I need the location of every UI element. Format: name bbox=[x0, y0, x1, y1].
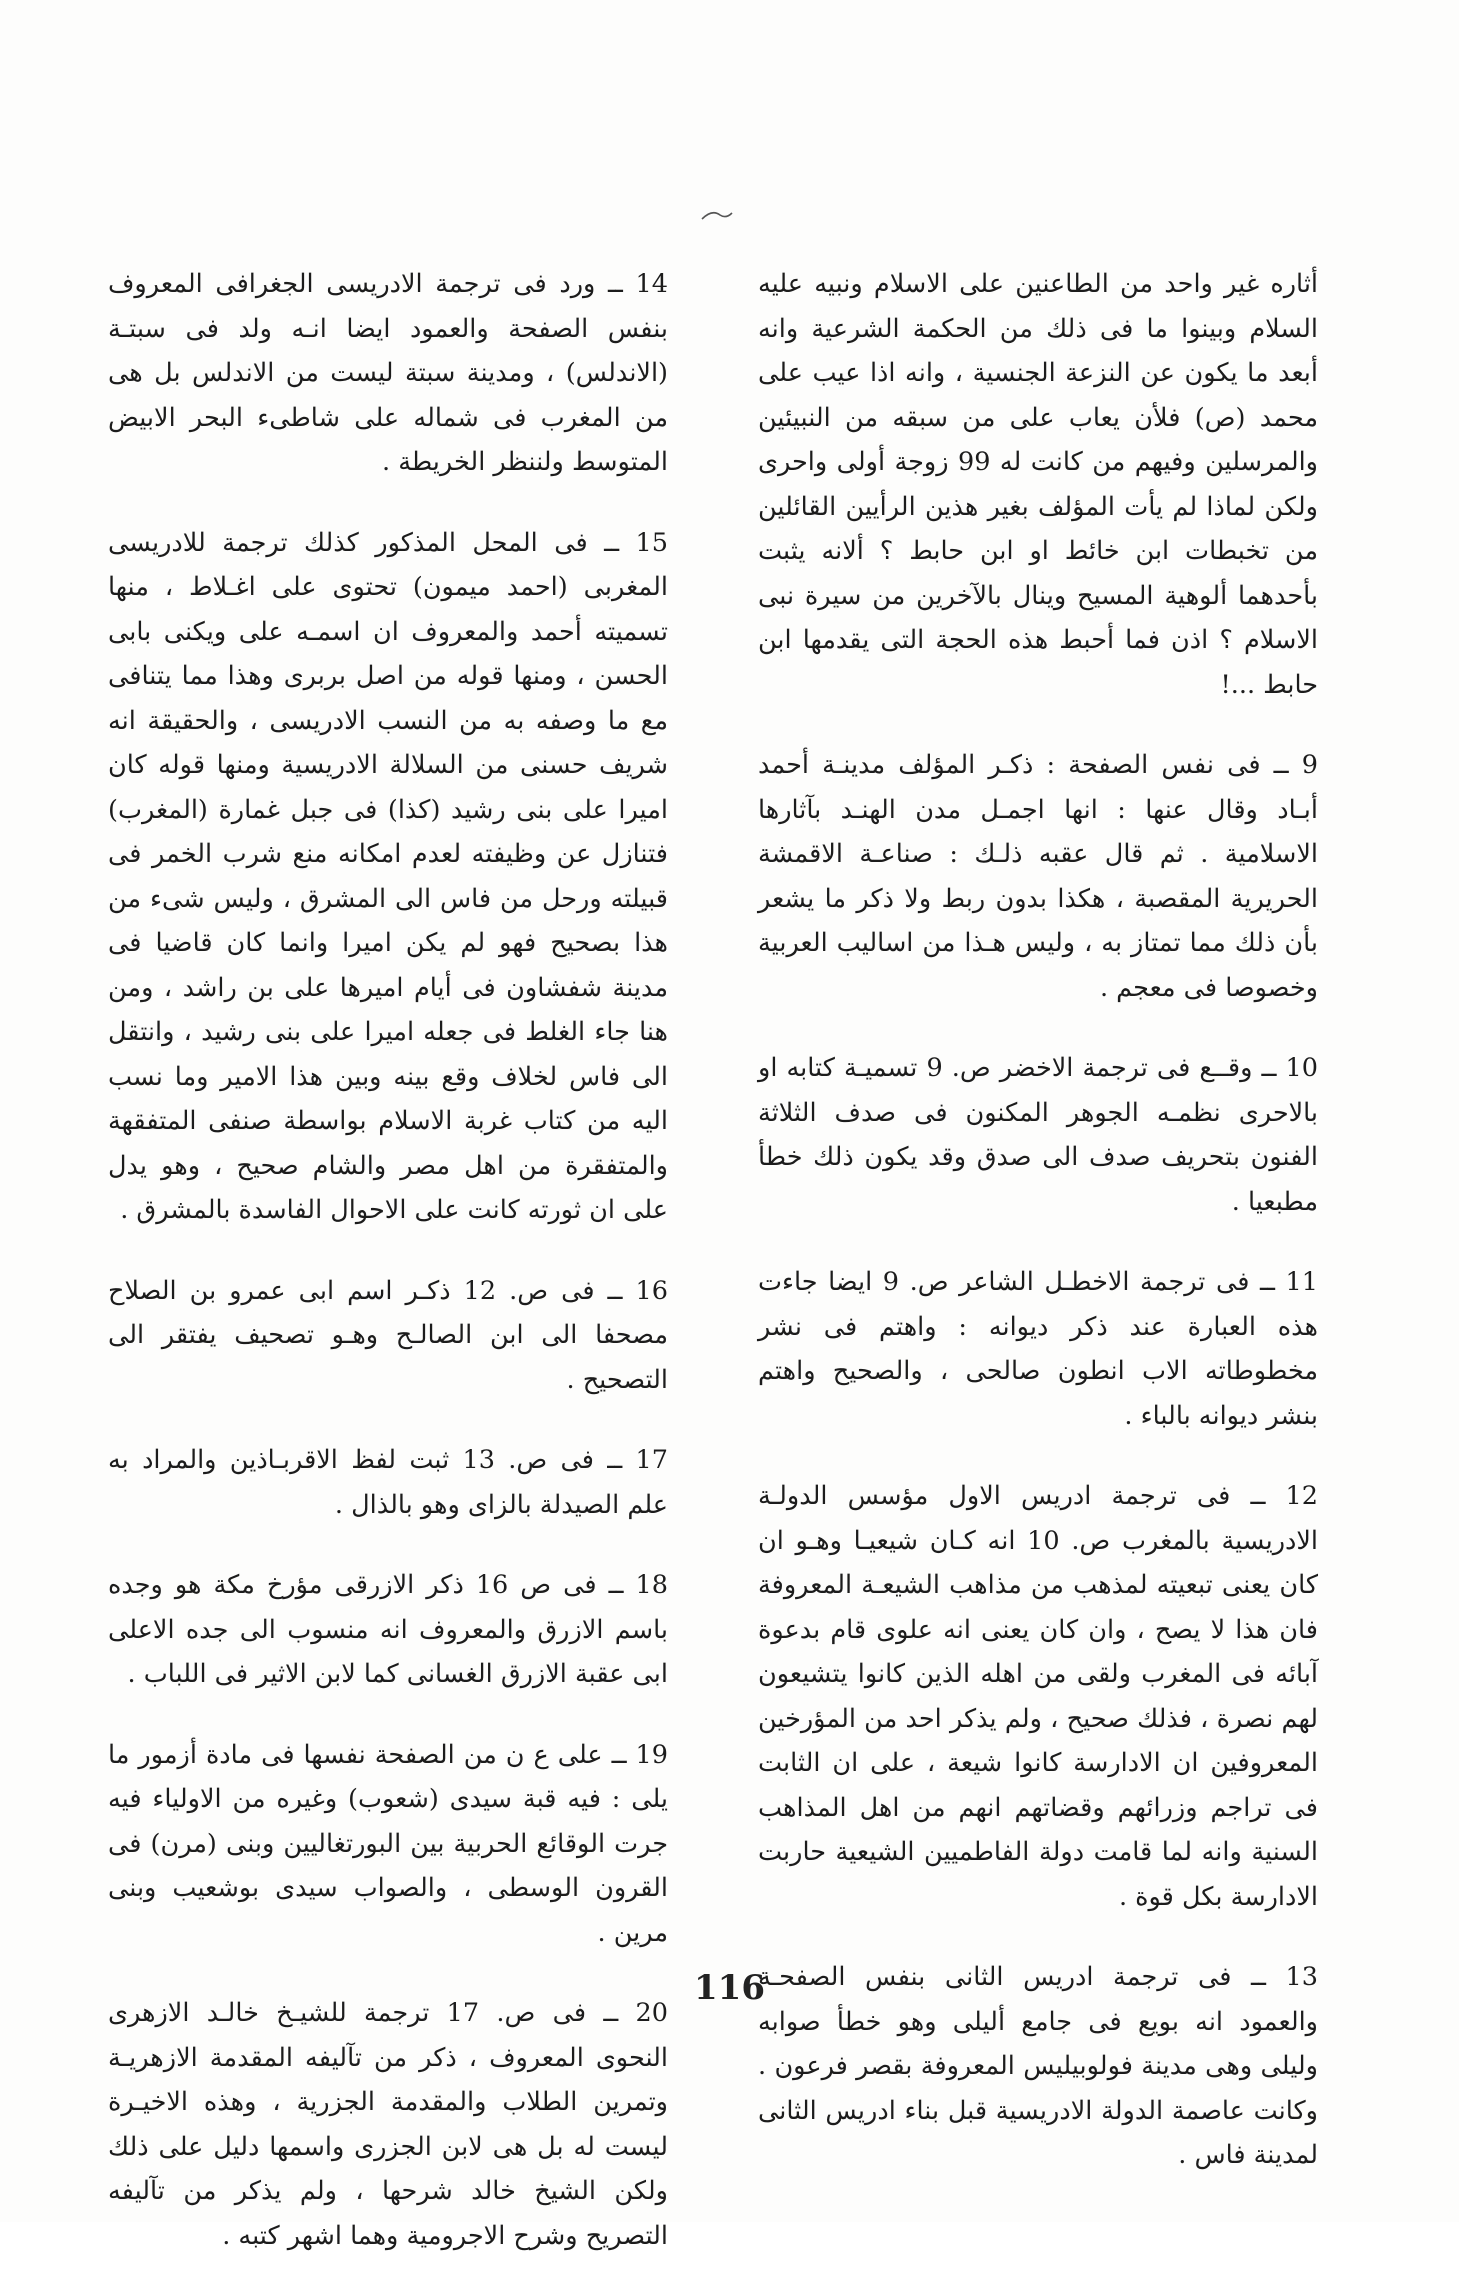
paragraph-note-15: 15 ــ فى المحل المذكور كذلك ترجمة للادريسى المغربى (احمد ميمون) تحتوى على اغـلاط ، منها تسميته أحمد والمعروف ان اسمـه على ويكنى بابى الحسن ، ومنها قوله من اصل بربرى وهذا مما يتنافى مع ما وصفه به من النسب الادريسى ، والحقيقة انه شريف حسنى من السلالة الادريسية ومنها قوله كان اميرا على بنى رشيد (كذا) فى جبل غمارة (المغرب) فتنازل عن وظيفته لعدم امكانه منع شرب الخمر فى قبيلته ورحل من فاس الى المشرق ، وليس شىء من هذا بصحيح فهو لم يكن اميرا وانما كان قاضيا فى مدينة شفشاون فى أيام اميرها على بن راشد ، ومن هنا جاء الغلط فى جعله اميرا على بنى رشيد ، وانتقل الى فاس لخلاف وقع بينه وبين هذا الامير وما نسب اليه من كتاب غربة الاسلام بواسطة صنفى المتفقهة والمتفقرة من اهل مصر والشام صحيح ، وهو يدل على ان ثورته كانت على الاحوال الفاسدة بالمشرق . bbox=[108, 527, 668, 1225]
paragraph-note-13: 13 ــ فى ترجمة ادريس الثانى بنفس الصفحـة والعمود انه بويع فى جامع أليلى وهو خطأ صوابه وليلى وهى مدينة فولوبيليس المعروفة بقصر فرعون . وكانت عاصمة الدولة الادريسية قبل بناء ادريس الثانى لمدينة فاس . bbox=[758, 1962, 1318, 2170]
right-text-column bbox=[758, 262, 1318, 2214]
paragraph-note-10: 10 ــ وقــع فى ترجمة الاخضر ص. 9 تسميـة كتابه او بالاحرى نظمـه الجوهر المكنون فى صدف الثلاثة الفنون بتحريف صدف الى صدق وقد يكون ذلك خطأ مطبعيا . bbox=[758, 1053, 1318, 1217]
paragraph-note-17: 17 ــ فى ص. 13 ثبت لفظ الاقربـاذين والمراد به علم الصيدلة بالزاى وهو بالذال . bbox=[108, 1445, 668, 1520]
scan-mark bbox=[700, 205, 734, 225]
paragraph-note-14: 14 ــ ورد فى ترجمة الادريسى الجغرافى المعروف بنفس الصفحة والعمود ايضا انـه ولد فى سبتـة (الاندلس) ، ومدينة سبتة ليست من الاندلس بل هى من المغرب فى شماله على شاطىء البحر الابيض المتوسط ولننظر الخريطة . bbox=[108, 269, 668, 477]
paragraph-note-11: 11 ــ فى ترجمة الاخطـل الشاعر ص. 9 ايضا جاءت هذه العبارة عند ذكر ديوانه : واهتم فى نشر مخطوطاته الاب انطون صالحى ، والصحيح واهتم بنشر ديوانه بالباء . bbox=[758, 1267, 1318, 1431]
paragraph-note-12: 12 ــ فى ترجمة ادريس الاول مؤسس الدولـة الادريسية بالمغرب ص. 10 انه كـان شيعيـا وهـو ان كان يعنى تبعيته لمذهب من مذاهب الشيعـة المعروفة فان هذا لا يصح ، وان كان يعنى انه علوى قام بدعوة آبائه فى المغرب ولقى من اهله الذين كانوا يتشيعون لهم نصرة ، فذلك صحيح ، ولم يذكر احد من المؤرخين المعروفين ان الادارسة كانوا شيعة ، على ان الثابت فى تراجم وزرائهم وقضاتهم انهم من اهل المذاهب السنية وانه لما قامت دولة الفاطميين الشيعية حاربت الادارسة بكل قوة . bbox=[758, 1481, 1318, 1912]
paragraph-intro: أثاره غير واحد من الطاعنين على الاسلام ونبيه عليه السلام وبينوا ما فى ذلك من الحكمة الشرعية وانه أبعد ما يكون عن النزعة الجنسية ، وانه اذا عيب على محمد (ص) فلأن يعاب على من سبقه من النبيئين والمرسلين وفيهم من كانت له 99 زوجة أولى واحرى ولكن لماذا لم يأت المؤلف بغير هذين الرأيين القائلين من تخبطات ابن خائط او ابن حابط ؟ ألانه يثبت بأحدهما ألوهية المسيح وينال بالآخرين من سيرة نبى الاسلام ؟ اذن فما أحبط هذه الحجة التى يقدمها ابن حابط ...! bbox=[758, 269, 1318, 700]
paragraph-note-16: 16 ــ فى ص. 12 ذكـر اسم ابى عمرو بن الصلاح مصحفا الى ابن الصالـح وهـو تصحيف يفتقر الى التصحيح . bbox=[108, 1275, 668, 1395]
page-number: 116 bbox=[694, 1968, 765, 2008]
paragraph-note-18: 18 ــ فى ص 16 ذكر الازرقى مؤرخ مكة هو وجده باسم الازرق والمعروف انه منسوب الى جده الاعلى ابى عقبة الازرق الغسانى كما لابن الاثير فى اللباب . bbox=[108, 1570, 668, 1689]
paragraph-note-9: 9 ــ فى نفس الصفحة : ذكـر المؤلف مدينـة أحمد أبـاد وقال عنها : انها اجمـل مدن الهنـد بآثارها الاسلامية . ثم قال عقبه ذلـك : صناعـة الاقمشة الحريرية المقصبة ، هكذا بدون ربط ولا ذكر ما يشعر بأن ذلك مما تمتاز به ، وليس هـذا من اساليب العربية وخصوصا فى معجم . bbox=[758, 750, 1318, 1003]
paragraph-note-20: 20 ــ فى ص. 17 ترجمة للشيـخ خالـد الازهرى النحوى المعروف ، ذكر من تآليفه المقدمة الازهريـة وتمرين الطلاب والمقدمة الجزرية ، وهذه الاخيـرة ليست له بل هى لابن الجزرى واسمها دليل على ذلك ولكن الشيخ خالد شرحها ، ولم يذكر من تآليفه التصريح وشرح الاجرومية وهما اشهر كتبه . bbox=[108, 1998, 668, 2251]
paragraph-note-19: 19 ــ على ع ن من الصفحة نفسها فى مادة أزمور ما يلى : فيه قبة سيدى (شعوب) وغيره من الاولياء فيه جرت الوقائع الحربية بين البورتغاليين وبنى (مرن) فى القرون الوسطى ، والصواب سيدى بوشعيب وبنى مرين . bbox=[108, 1739, 668, 1948]
